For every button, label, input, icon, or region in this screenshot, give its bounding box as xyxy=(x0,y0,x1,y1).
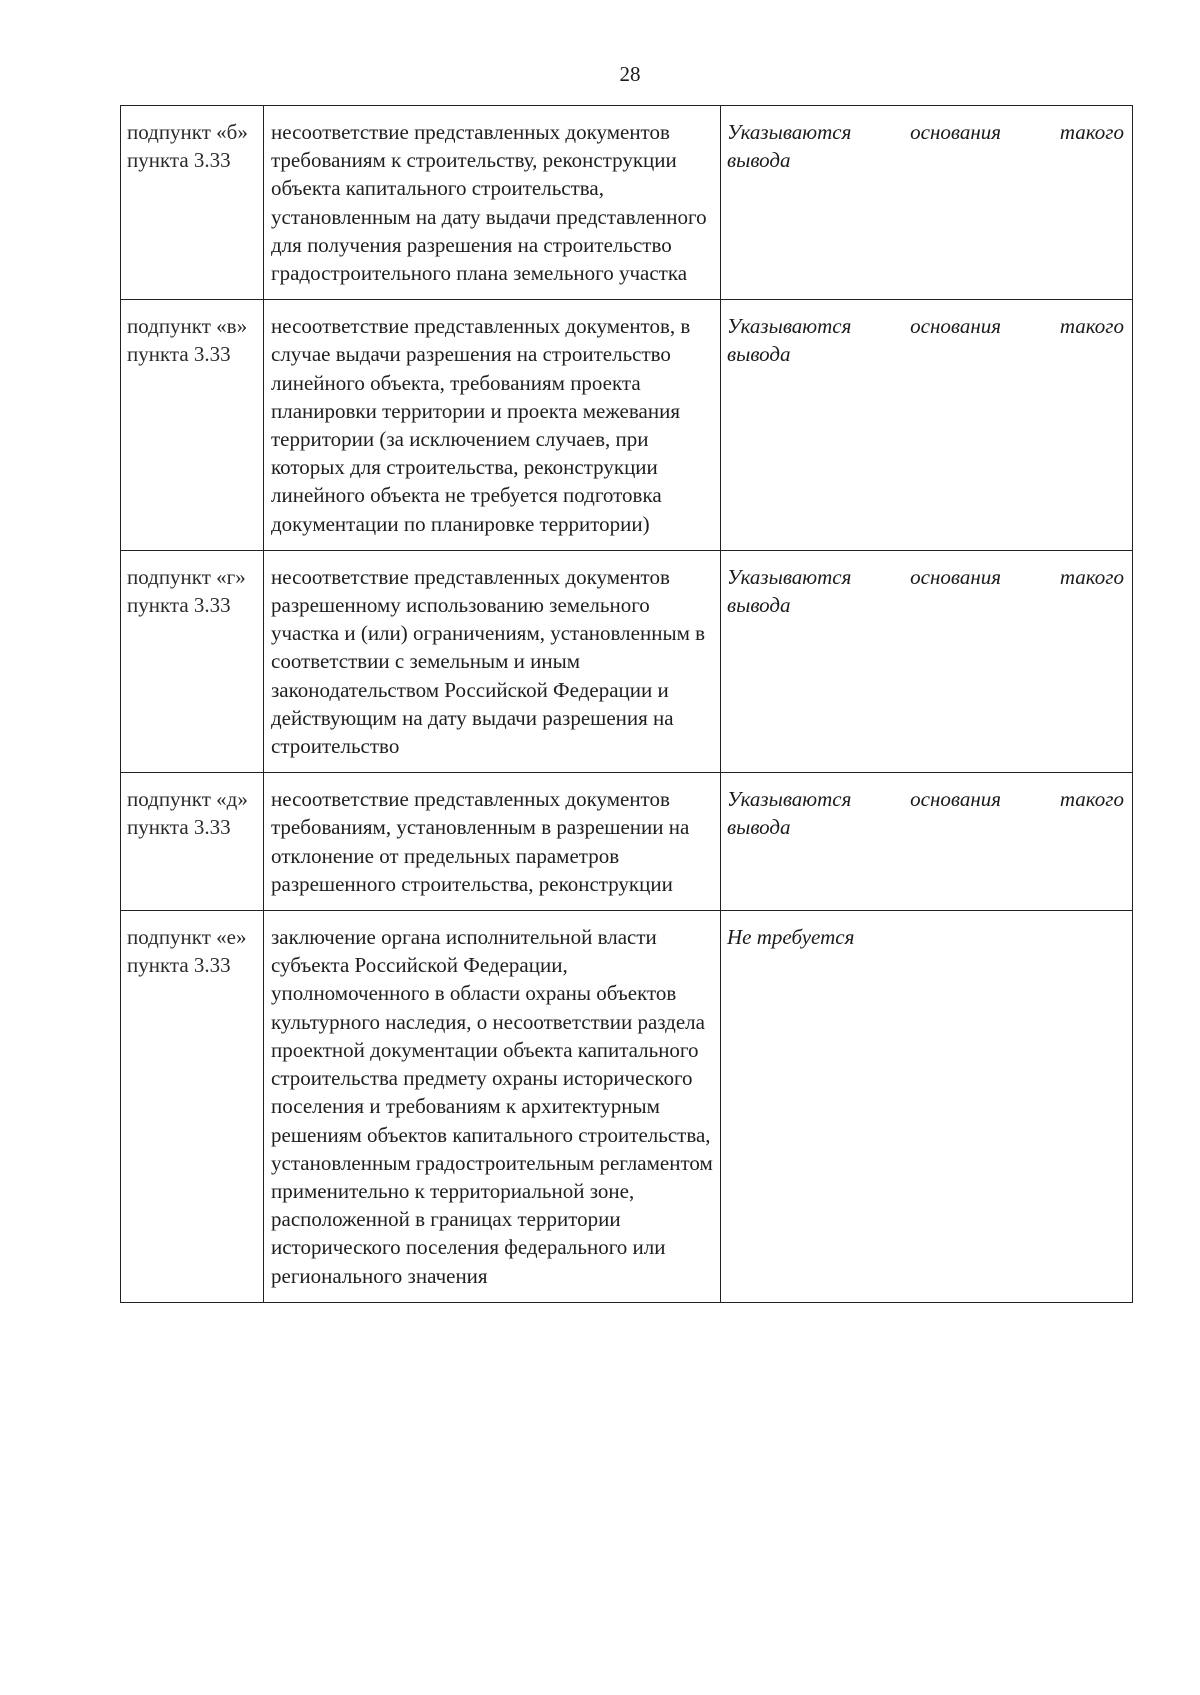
result-tail: вывода xyxy=(727,342,791,367)
result-tail: вывода xyxy=(727,148,791,173)
result-tail: вывода xyxy=(727,815,791,840)
clause-ref: подпункт «в» пункта 3.33 xyxy=(121,300,264,551)
table-row xyxy=(121,911,1133,1303)
table-row xyxy=(121,300,1133,551)
result-line xyxy=(727,785,1124,813)
ground-description: несоответствие представленных документов разрешенному использованию земельного участка и (или) ограничениям, установленным в соответствии с земельным и иным законодательством Российской Федерации и действующим на дату выдачи разрешения на строительство xyxy=(264,550,721,772)
result-word: Указываются xyxy=(727,120,852,144)
page-number: 28 xyxy=(619,62,641,86)
result-word: такого xyxy=(1059,564,1124,589)
result-word: такого xyxy=(1059,787,1124,812)
result-tail: вывода xyxy=(727,593,791,618)
grounds-table xyxy=(120,105,1133,1303)
ground-description: несоответствие представленных документов требованиям, установленным в разрешении на отклонение от предельных параметров разрешенного строительства, реконструкции xyxy=(264,773,721,911)
result-word: основания xyxy=(910,120,1002,144)
result-line xyxy=(727,563,1124,591)
result-word: Указываются xyxy=(727,564,852,589)
table-row xyxy=(121,550,1133,772)
clause-ref: подпункт «б» пункта 3.33 xyxy=(121,106,264,300)
result-cell xyxy=(721,550,1133,772)
result-word: Указываются xyxy=(727,787,852,812)
table-row xyxy=(121,773,1133,911)
ground-description: несоответствие представленных документов требованиям к строительству, реконструкции объекта капитального строительства, установленным на дату выдачи представленного для получения разрешения на строительство градостроительного плана земельного участка xyxy=(264,106,721,300)
result-cell xyxy=(721,773,1133,911)
result-cell xyxy=(721,911,1133,1303)
result-word: такого xyxy=(1059,120,1124,144)
ground-description: несоответствие представленных документов, в случае выдачи разрешения на строительство линейного объекта, требованиям проекта планировки территории и проекта межевания территории (за исключением случаев, при которых для строительства, реконструкции линейного объекта не требуется подготовка документации по планировке территории) xyxy=(264,300,721,551)
table-row xyxy=(121,106,1133,300)
result-word: такого xyxy=(1059,314,1124,339)
clause-ref: подпункт «е» пункта 3.33 xyxy=(121,911,264,1303)
result-word: основания xyxy=(910,564,1002,589)
result-cell xyxy=(721,300,1133,551)
result-word: основания xyxy=(910,787,1002,812)
result-text: Не требуется xyxy=(727,925,855,950)
result-word: Указываются xyxy=(727,314,852,339)
clause-ref: подпункт «д» пункта 3.33 xyxy=(121,773,264,911)
clause-ref: подпункт «г» пункта 3.33 xyxy=(121,550,264,772)
ground-description: заключение органа исполнительной власти субъекта Российской Федерации, уполномоченного в области охраны объектов культурного наследия, о несоответствии раздела проектной документации объекта капитального строительства предмету охраны исторического поселения и требованиям к архитектурным решениям объектов капитального строительства, установленным градостроительным регламентом применительно к территориальной зоне, расположенной в границах территории исторического поселения федерального или регионального значения xyxy=(264,911,721,1303)
result-line xyxy=(727,312,1124,340)
result-cell xyxy=(721,106,1133,300)
result-word: основания xyxy=(910,314,1002,339)
result-line xyxy=(727,118,1124,146)
